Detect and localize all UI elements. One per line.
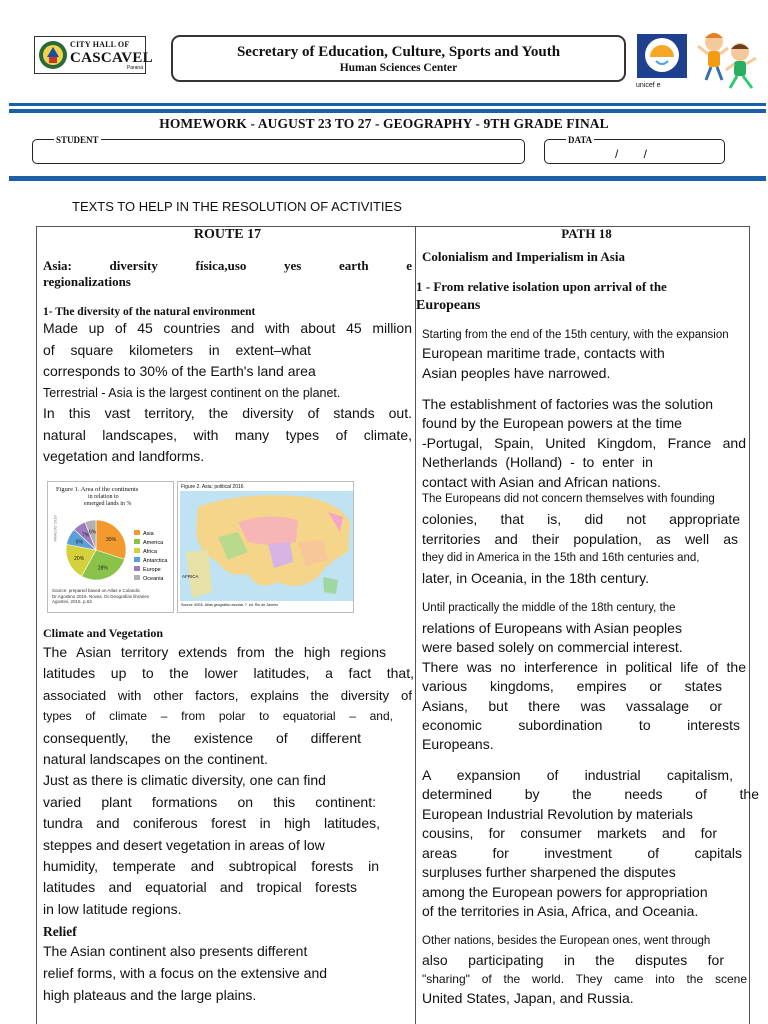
date-label: DATA: [568, 135, 593, 145]
student-label: STUDENT: [56, 135, 99, 145]
city-hall-logo: [34, 36, 153, 74]
p4-intro: Until practically the middle of the 18th century, the: [422, 602, 676, 615]
header-subtitle: Human Sciences Center: [339, 62, 458, 74]
text-line: The establishment of factories was the solution: [422, 396, 714, 412]
text-line: The Asian continent also presents different: [43, 943, 308, 960]
text-line: contact with Asian and African nations.: [422, 473, 661, 490]
colonialism-title: Colonialism and Imperialism in Asia: [422, 249, 625, 264]
text-line: high plateaus and the large plains.: [43, 986, 257, 1003]
text-line: In this vast territory, the diversity of stands out.: [43, 405, 412, 422]
figure-continents-area: [47, 481, 174, 613]
text-line: steppes and desert vegetation in areas of low: [43, 836, 325, 853]
p1-intro: Starting from the end of the 15th century, with the expansion: [422, 329, 729, 341]
heading-word: earth: [338, 258, 369, 273]
header-title: Secretary of Education, Culture, Sports and Youth: [236, 44, 561, 60]
p6-text: [422, 950, 759, 971]
legend-swatch: [134, 548, 140, 553]
text-line: consequently, the existence of different: [43, 729, 361, 746]
text-line: economic subordination to interests: [422, 717, 740, 734]
text-line: among the European powers for appropriation: [422, 883, 708, 900]
text-line: corresponds to 30% of the Earth's land area: [43, 363, 316, 380]
fig1-sub2: emerged lands in %: [84, 501, 132, 507]
legend-swatch: [134, 539, 140, 544]
text-line: European Industrial Revolution by materials: [422, 805, 693, 822]
text-line: varied plant formations on this continent:: [43, 793, 376, 810]
text-line: Made up of 45 countries and with about 45 million: [43, 320, 412, 336]
date-value: / /: [615, 147, 648, 161]
text-line: European maritime trade, contacts with: [422, 345, 665, 361]
fig2-africa-label: AFRICA: [182, 574, 199, 579]
text-line: Europeans.: [422, 736, 494, 753]
route-heading-line1: [43, 258, 412, 274]
header-title-box: [171, 35, 626, 82]
municipal-seal-logo: [636, 33, 688, 89]
text-line: were based solely on commercial interest.: [422, 639, 683, 656]
fig1-source-line: Source: prepared based on Atlas e Colandic: [52, 588, 141, 593]
text-line: Asian peoples have narrowed.: [422, 364, 611, 381]
text-line: surpluses further sharpened the disputes: [422, 864, 676, 881]
p3-intro: The Europeans did not concern themselves with founding: [422, 493, 715, 506]
fig1-side-label: ARAÚJO 2019: [52, 515, 58, 542]
homework-title: HOMEWORK - AUGUST 23 TO 27 - GEOGRAPHY - 9TH GRADE FINAL: [159, 116, 609, 131]
relief-text: [43, 941, 412, 1006]
para-largest-continent: Terrestrial - Asia is the largest continent on the planet.: [43, 386, 341, 401]
heading-word: Asia:: [43, 258, 72, 273]
text-line: humidity, temperate and subtropical forests in: [43, 858, 379, 875]
legend-label: America: [143, 540, 164, 546]
student-name-field[interactable]: [32, 139, 525, 164]
text-line: Just as there is climatic diversity, one can find: [43, 772, 326, 789]
isolation-subtitle: [416, 277, 759, 315]
fig1-title: Figure 1. Area of the continents: [56, 486, 139, 493]
text-line: natural landscapes on the continent.: [43, 751, 268, 768]
p6-middle: "sharing" of the world. They came into the scene: [422, 971, 747, 986]
logo-cascavel-text: CASCAVEL: [70, 50, 153, 66]
texts-heading: TEXTS TO HELP IN THE RESOLUTION OF ACTIVITIES: [72, 199, 402, 214]
text-line: of the territories in Asia, Africa, and Oceania.: [422, 903, 699, 920]
figure-asia-political-map: [177, 481, 354, 613]
pie-label: 9%: [75, 539, 84, 546]
route-17-column: [43, 226, 412, 468]
p4-text: [422, 619, 759, 755]
form-rule: [9, 176, 766, 181]
fig1-source: [52, 588, 149, 605]
text-line: areas for investment of capitals: [422, 844, 742, 861]
subtitle-line: Europeans: [416, 298, 481, 313]
pie-label: 20%: [74, 555, 85, 562]
text-line: relations of Europeans with Asian peoples: [422, 620, 682, 637]
climate-heading: Climate and Vegetation: [43, 626, 163, 640]
p6-intro: Other nations, besides the European ones, went through: [422, 934, 711, 947]
p1-text: [422, 344, 759, 383]
legend-swatch: [134, 530, 140, 535]
path-18-title: PATH 18: [561, 226, 612, 241]
logo-state-text: Paraná: [126, 65, 143, 71]
text-line: latitudes up to the lower latitudes, a fact that,: [43, 665, 414, 682]
relief-heading: Relief: [43, 924, 77, 940]
text-line: types of climate – from polar to equatorial – and,: [43, 709, 393, 724]
text-line: territories and their population, as well as: [422, 530, 738, 547]
text-line: natural landscapes, with many types of climate,: [43, 426, 412, 443]
pie-label: 28%: [97, 565, 108, 572]
climate-text: [43, 642, 412, 920]
text-line: Netherlands (Holland) - to enter in: [422, 454, 653, 471]
children-cartoon-icon: [692, 28, 762, 92]
p3-text: [422, 510, 759, 549]
unicef-caption: unicef e: [636, 82, 661, 89]
text-line: cousins, for consumer markets and for: [422, 825, 717, 842]
legend-label: Africa: [143, 549, 158, 555]
city-crest-icon: [37, 39, 69, 71]
path-18-column: [416, 226, 759, 1010]
p2-text: [422, 395, 759, 492]
text-line: of square kilometers in extent–what: [43, 341, 311, 358]
pie-label: 6%: [88, 529, 97, 536]
p3-middle: they did in America in the 15th and 16th centuries and,: [422, 552, 700, 565]
text-line: There was no interference in political life of the: [422, 658, 746, 675]
diversity-subheading: 1- The diversity of the natural environment: [43, 306, 256, 318]
text-line: determined by the needs of the: [422, 786, 759, 803]
pie-label: 30%: [106, 537, 117, 544]
route-heading-line2: regionalizations: [43, 274, 131, 289]
text-line: latitudes and equatorial and tropical forests: [43, 879, 357, 896]
fig1-sub1: in relation to: [88, 494, 119, 500]
pie-label: 7%: [81, 532, 90, 539]
text-line: associated with other factors, explains the diversity of: [43, 687, 412, 703]
legend-label: Asia: [143, 531, 154, 537]
text-line: vegetation and landforms.: [43, 448, 205, 465]
heading-word: e: [406, 258, 412, 273]
header-rule-bottom: [9, 109, 766, 113]
legend-label: Oceania: [143, 576, 164, 582]
header-rule-top: [9, 103, 766, 106]
logo-city-hall-text: CITY HALL OF: [70, 40, 130, 49]
legend-swatch: [134, 557, 140, 562]
climate-section: [43, 624, 412, 1007]
fig1-source-line: Dr.Agostino 2016. Novas. Dr.Geografias libraries: [52, 593, 150, 599]
text-line: various kingdoms, empires or states: [422, 678, 722, 695]
legend-swatch: [134, 566, 140, 571]
text-line: -Portugal, Spain, United Kingdom, France and: [422, 434, 746, 451]
legend-label: Europe: [143, 567, 161, 573]
heading-word: yes: [284, 258, 302, 273]
text-line: colonies, that is, did not appropriate: [422, 511, 740, 528]
p5-text: [422, 766, 759, 922]
heading-word: física,uso: [195, 258, 247, 273]
legend-label: Antarctica: [143, 558, 168, 564]
text-line: found by the European powers at the time: [422, 415, 682, 432]
sun-seal-icon: [636, 33, 688, 79]
route-17-title: ROUTE 17: [193, 227, 262, 242]
asia-map-icon: [178, 482, 355, 614]
text-line: Asians, but there was vassalage or: [422, 697, 722, 714]
fig2-caption: Figure 2. Asia: political 2016: [181, 484, 244, 490]
para-natural-environment: [43, 318, 412, 383]
text-line: relief forms, with a focus on the extensive and: [43, 965, 328, 982]
heading-word: diversity: [109, 258, 158, 273]
column-divider: [415, 226, 416, 1024]
text-line: in low latitude regions.: [43, 900, 182, 917]
para-diversity: [43, 403, 412, 468]
text-line: A expansion of industrial capitalism,: [422, 766, 733, 783]
fig1-source-line: Agostini, 2016. p.63.: [52, 599, 94, 604]
legend-swatch: [134, 575, 140, 580]
p6-end: United States, Japan, and Russia.: [422, 989, 634, 1006]
subtitle-line: 1 - From relative isolation upon arrival of the: [416, 279, 667, 294]
p3-end: later, in Oceania, in the 18th century.: [422, 570, 649, 587]
text-line: tundra and coniferous forest in high latitudes,: [43, 815, 380, 832]
fig2-source: Source: IBGE. Atlas geográfico escolar. 7. ed. Rio de Janeiro: [181, 603, 279, 607]
text-line: also participating in the disputes for: [422, 951, 724, 968]
text-line: The Asian territory extends from the high regions: [43, 644, 386, 660]
